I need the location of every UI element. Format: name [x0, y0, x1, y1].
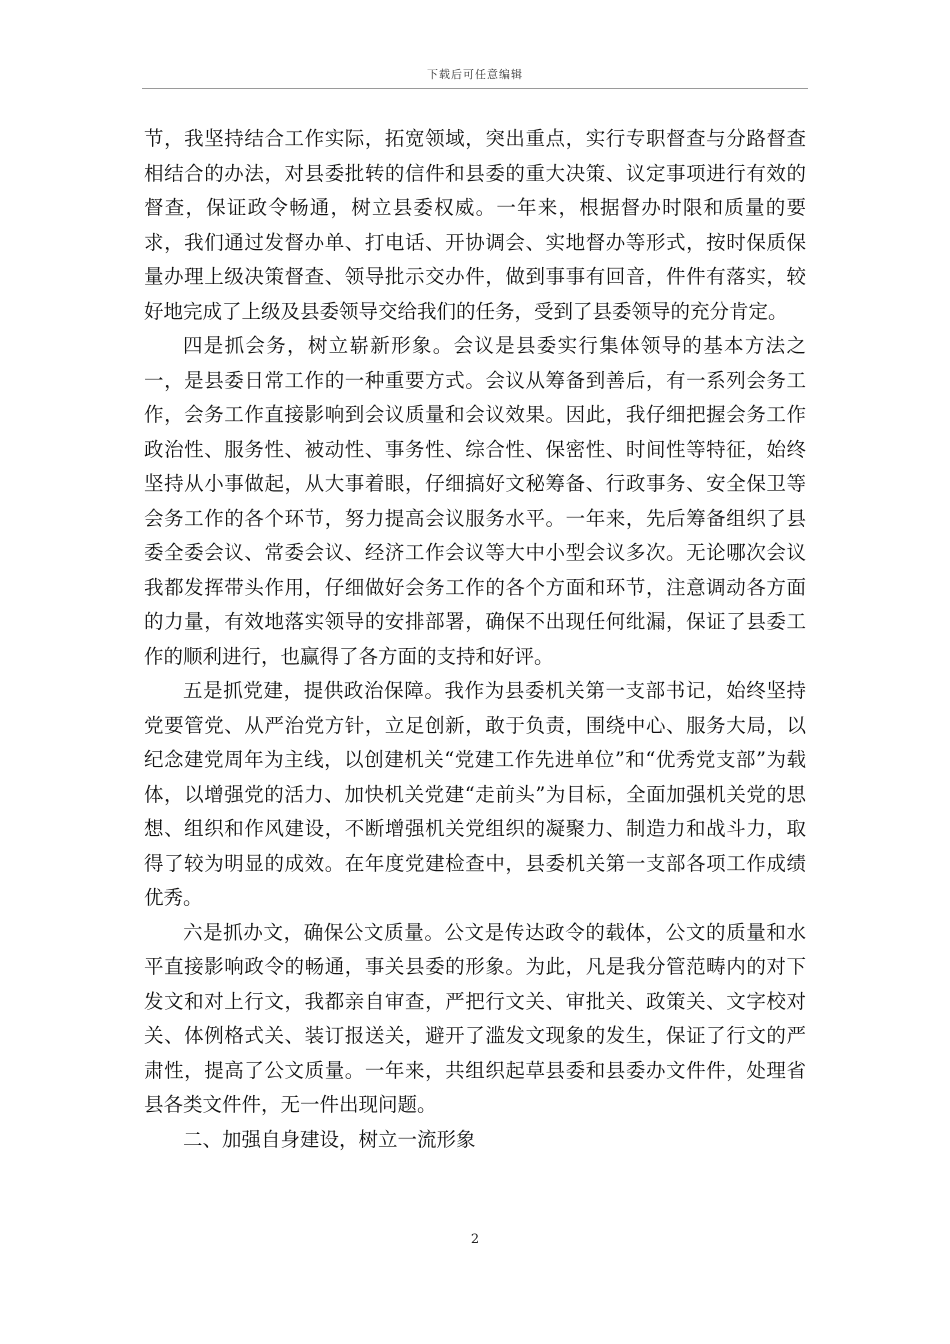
paragraph-2: 四是抓会务，树立崭新形象。会议是县委实行集体领导的基本方法之一，是县委日常工作的一种重要方式。会议从筹备到善后，有一系列会务工作，会务工作直接影响到会议质量和会议效果。因此，我仔细把握会务工作政治性、服务性、被动性、事务性、综合性、保密性、时间性等特征，始终坚持从小事做起，从大事着眼，仔细搞好文秘筹备、行政事务、安全保卫等会务工作的各个环节，努力提高会议服务水平。一年来，先后筹备组织了县委全委会议、常委会议、经济工作会议等大中小型会议多次。无论哪次会议我都发挥带头作用，仔细做好会务工作的各个方面和环节，注意调动各方面的力量，有效地落实领导的安排部署，确保不出现任何纰漏，保证了县委工作的顺利进行，也赢得了各方面的支持和好评。: [144, 334, 806, 668]
section-heading: 二、加强自身建设，树立一流形象: [183, 1127, 476, 1151]
header-divider: [142, 88, 808, 89]
page-header: 下载后可任意编辑: [427, 68, 523, 81]
paragraph-3: 五是抓党建，提供政治保障。我作为县委机关第一支部书记，始终坚持党要管党、从严治党方针，立足创新，敢于负责，围绕中心、服务大局，以纪念建党周年为主线，以创建机关“党建工作先进单位”和“优秀党支部”为载体，以增强党的活力、加快机关党建“走前头”为目标，全面加强机关党的思想、组织和作风建设，不断增强机关党组织的凝聚力、制造力和战斗力，取得了较为明显的成效。在年度党建检查中，县委机关第一支部各项工作成绩优秀。: [144, 679, 806, 909]
document-body: [144, 122, 806, 1157]
paragraph-4: 六是抓办文，确保公文质量。公文是传达政令的载体，公文的质量和水平直接影响政令的畅通，事关县委的形象。为此，凡是我分管范畴内的对下发文和对上行文，我都亲自审查，严把行文关、审批关、政策关、文字校对关、体例格式关、装订报送关，避开了滥发文现象的发生，保证了行文的严肃性，提高了公文质量。一年来，共组织起草县委和县委办文件件，处理省县各类文件件，无一件出现问题。: [144, 920, 806, 1116]
page-number: 2: [470, 1232, 480, 1247]
paragraph-1: 节，我坚持结合工作实际，拓宽领域，突出重点，实行专职督查与分路督查相结合的办法，对县委批转的信件和县委的重大决策、议定事项进行有效的督查，保证政令畅通，树立县委权威。一年来，根据督办时限和质量的要求，我们通过发督办单、打电话、开协调会、实地督办等形式，按时保质保量办理上级决策督查、领导批示交办件，做到事事有回音，件件有落实，较好地完成了上级及县委领导交给我们的任务，受到了县委领导的充分肯定。: [144, 127, 806, 323]
